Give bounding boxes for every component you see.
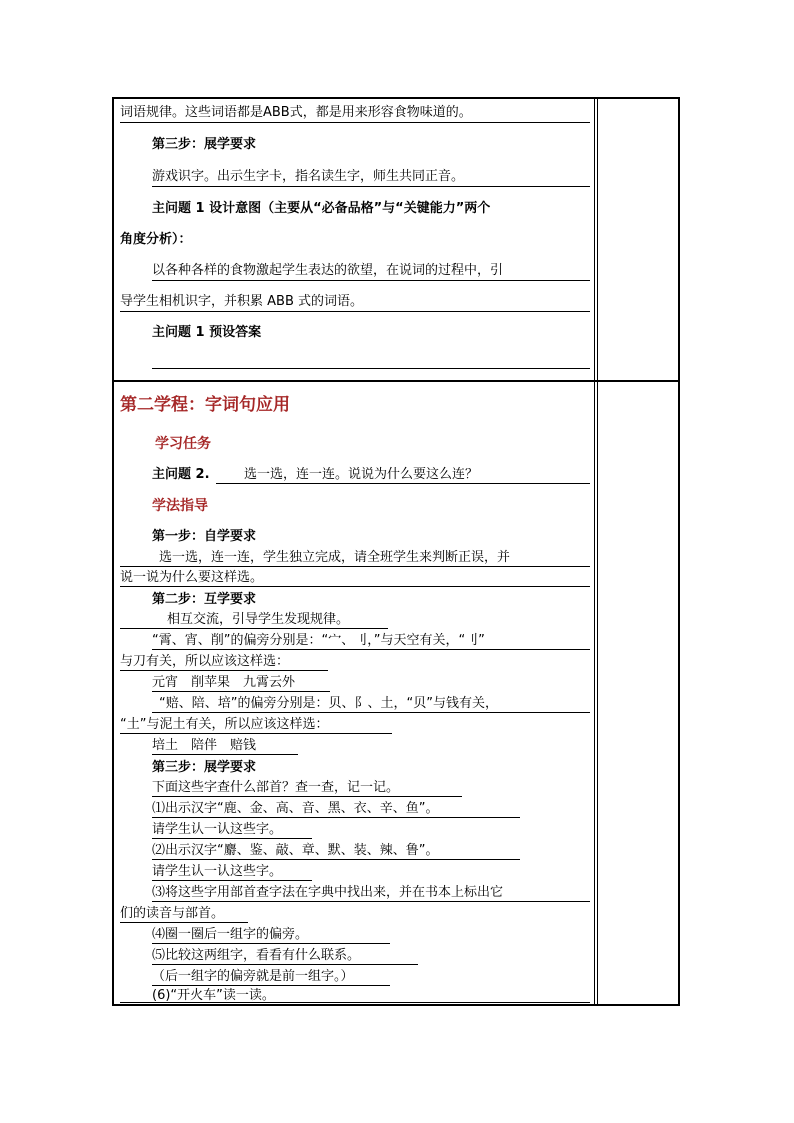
underline bbox=[152, 712, 590, 713]
s2-text3: 与刀有关，所以应该这样选： bbox=[120, 654, 290, 669]
s3-text3: 请学生认一认这些字。 bbox=[152, 822, 283, 837]
q1-design-text2: 导学生相机识字，并积累 ABB 式的词语。 bbox=[120, 294, 363, 309]
underline bbox=[152, 859, 520, 860]
row-divider bbox=[114, 380, 678, 382]
underline bbox=[152, 649, 590, 650]
s3-text5: 请学生认一认这些字。 bbox=[152, 864, 283, 879]
underline bbox=[152, 985, 390, 986]
s3-text7: 们的读音与部首。 bbox=[120, 906, 225, 921]
answer-blank-line bbox=[152, 368, 590, 369]
underline bbox=[120, 628, 388, 629]
underline bbox=[152, 754, 298, 755]
s2-text1: 相互交流，引导学生发现规律。 bbox=[167, 612, 350, 627]
underline bbox=[120, 566, 590, 567]
s3-text11: (6)“开火车”读一读。 bbox=[152, 988, 275, 1003]
column-divider bbox=[597, 99, 598, 1004]
s3-text1: 下面这些字查什么部首？查一查，记一记。 bbox=[152, 780, 400, 795]
q2-text: 选一选，连一连。说说为什么要这么连？ bbox=[244, 467, 479, 482]
underline bbox=[152, 838, 312, 839]
step3-heading: 第三步：展学要求 bbox=[152, 137, 257, 152]
underline bbox=[120, 586, 590, 587]
s1-heading: 第一步：自学要求 bbox=[152, 529, 257, 544]
s3-text8: ⑷圈一圈后一组字的偏旁。 bbox=[152, 927, 309, 942]
underline bbox=[152, 796, 462, 797]
q2-label: 主问题 2. bbox=[152, 467, 210, 482]
underline bbox=[120, 1002, 590, 1003]
underline bbox=[152, 817, 520, 818]
underline bbox=[152, 880, 312, 881]
s2-text6: “土”与泥土有关，所以应该这样选： bbox=[120, 717, 329, 732]
column-divider-inner bbox=[594, 99, 595, 1004]
underline bbox=[120, 311, 590, 312]
underline bbox=[152, 186, 590, 187]
s2-text7: 培土 陪伴 赔钱 bbox=[152, 738, 257, 753]
step3-text: 游戏识字。出示生字卡，指名读生字，师生共同正音。 bbox=[152, 169, 465, 184]
s3-heading: 第三步：展学要求 bbox=[152, 760, 257, 775]
s1-text1: 选一选，连一连，学生独立完成，请全班学生来判断正误，并 bbox=[159, 550, 511, 565]
s2-heading: 第二步：互学要求 bbox=[152, 592, 257, 607]
underline bbox=[216, 483, 590, 484]
underline bbox=[120, 922, 248, 923]
underline bbox=[152, 280, 590, 281]
underline bbox=[152, 691, 330, 692]
s3-text6: ⑶将这些字用部首查字法在字典中找出来，并在书本上标出它 bbox=[152, 885, 504, 900]
task-heading: 学习任务 bbox=[155, 436, 211, 452]
underline bbox=[120, 122, 590, 123]
s2-text5: “赔、陪、培”的偏旁分别是：贝、阝、土，“贝”与钱有关， bbox=[159, 696, 498, 711]
q1-design-line2: 角度分析）： bbox=[120, 232, 192, 247]
q1-design-text1: 以各种各样的食物激起学生表达的欲望，在说词的过程中，引 bbox=[152, 263, 504, 278]
underline bbox=[152, 943, 390, 944]
underline bbox=[120, 670, 328, 671]
q1-answer-heading: 主问题 1 预设答案 bbox=[152, 325, 262, 340]
s3-text2: ⑴出示汉字“鹿、金、高、音、黑、衣、辛、鱼”。 bbox=[152, 801, 439, 816]
s2-text2: “霄、宵、削”的偏旁分别是：“宀、刂，”与天空有关，“刂” bbox=[152, 633, 485, 648]
s2-text4: 元宵 削苹果 九霄云外 bbox=[152, 675, 296, 690]
s3-text4: ⑵出示汉字“麝、鉴、敲、章、默、装、辣、鲁”。 bbox=[152, 843, 439, 858]
cell1-line1: 词语规律。这些词语都是ABB式，都是用来形容食物味道的。 bbox=[120, 105, 472, 120]
s1-text2: 说一说为什么要这样选。 bbox=[120, 570, 264, 585]
underline bbox=[120, 733, 392, 734]
section-title: 第二学程：字词句应用 bbox=[120, 395, 290, 415]
method-heading: 学法指导 bbox=[152, 498, 208, 514]
underline bbox=[152, 901, 590, 902]
underline bbox=[152, 964, 418, 965]
s3-text9: ⑸比较这两组字，看看有什么联系。 bbox=[152, 948, 361, 963]
q1-design-line1: 主问题 1 设计意图（主要从“必备品格”与“关键能力”两个 bbox=[152, 201, 491, 216]
s3-text10: （后一组字的偏旁就是前一组字。） bbox=[152, 969, 354, 984]
